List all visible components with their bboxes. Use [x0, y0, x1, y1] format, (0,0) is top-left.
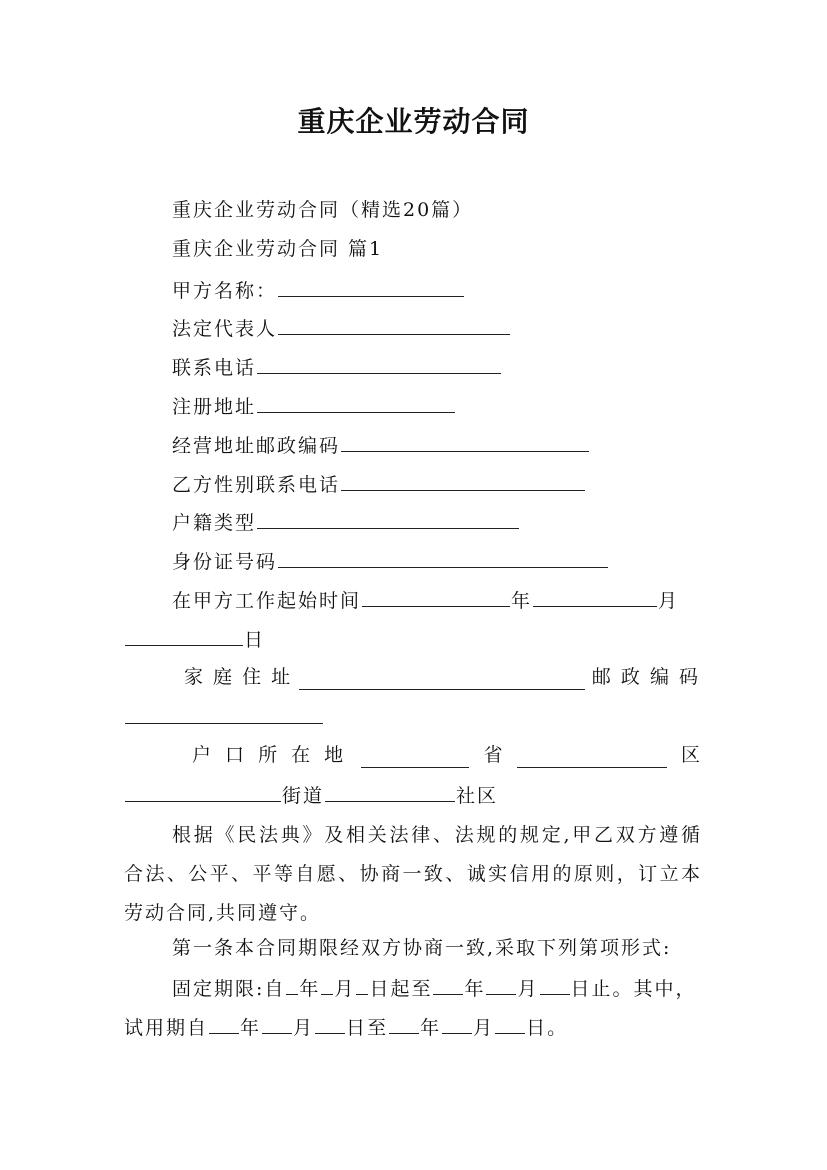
start-time-label: 在甲方工作起始时间 — [172, 590, 362, 612]
fixed-end-year-unit: 年 — [464, 978, 486, 1000]
biz-address-zip-label: 经营地址邮政编码 — [172, 435, 341, 457]
district-unit: 区 — [680, 744, 700, 766]
fixed-month-blank[interactable] — [321, 974, 333, 995]
probation-to: 至 — [367, 1017, 389, 1039]
party-b-gender-phone-blank[interactable] — [341, 470, 585, 491]
probation-label: 试用期自 — [124, 1017, 209, 1039]
hukou-province-blank[interactable] — [361, 747, 469, 768]
hukou-district-blank[interactable] — [517, 747, 667, 768]
fixed-end-month-blank[interactable] — [486, 974, 516, 995]
prob-start-month-unit: 月 — [293, 1017, 315, 1039]
home-address-row — [184, 664, 700, 690]
home-address-label: 家 庭 住 址 — [184, 666, 293, 688]
section-heading: 重庆企业劳动合同 篇1 — [172, 238, 384, 260]
hukou-label: 户 口 所 在 地 — [192, 744, 348, 766]
party-a-name-label: 甲方名称： — [172, 280, 278, 302]
province-unit: 省 — [483, 744, 503, 766]
prob-start-day-blank[interactable] — [315, 1013, 345, 1034]
legal-rep-blank[interactable] — [278, 314, 510, 335]
fixed-term-label: 固定期限:自 — [172, 978, 286, 1000]
street-unit: 街道 — [282, 785, 325, 807]
zip-code-row-cont — [124, 703, 324, 731]
prob-start-year-unit: 年 — [240, 1017, 262, 1039]
subtitle-line: 重庆企业劳动合同（精选20篇） — [172, 199, 474, 221]
party-a-name-blank[interactable] — [278, 276, 464, 297]
biz-address-zip-row — [172, 431, 590, 459]
start-year-blank[interactable] — [362, 586, 510, 607]
fixed-end-month-unit: 月 — [517, 978, 539, 1000]
start-month-blank[interactable] — [533, 586, 657, 607]
contact-phone-row — [172, 353, 502, 381]
hukou-community-blank[interactable] — [325, 781, 455, 802]
prob-end-month-blank[interactable] — [442, 1013, 472, 1034]
community-unit: 社区 — [456, 785, 499, 807]
party-b-gender-phone-label: 乙方性别联系电话 — [172, 474, 341, 496]
fixed-year-blank[interactable] — [286, 974, 298, 995]
household-type-blank[interactable] — [257, 508, 519, 529]
fixed-day-unit: 日 — [369, 978, 391, 1000]
fixed-term-end-text: 止。其中， — [591, 978, 697, 1000]
start-time-row — [172, 586, 679, 614]
prob-start-month-blank[interactable] — [262, 1013, 292, 1034]
document-title: 重庆企业劳动合同 — [297, 105, 530, 138]
legal-rep-label: 法定代表人 — [172, 318, 278, 340]
party-b-gender-phone-row — [172, 470, 586, 498]
start-time-row-cont — [124, 625, 265, 653]
probation-period-mark: 。 — [547, 1017, 569, 1039]
household-type-row — [172, 508, 520, 536]
start-year-unit: 年 — [511, 590, 533, 612]
fixed-end-day-blank[interactable] — [540, 974, 570, 995]
fixed-year-unit: 年 — [299, 978, 321, 1000]
fixed-end-day-unit: 日 — [570, 978, 592, 1000]
start-day-blank[interactable] — [125, 625, 243, 646]
prob-end-day-unit: 日 — [526, 1017, 548, 1039]
start-month-unit: 月 — [658, 590, 680, 612]
household-type-label: 户籍类型 — [172, 512, 257, 534]
legal-rep-row — [172, 314, 511, 342]
reg-address-blank[interactable] — [257, 392, 455, 413]
fixed-day-blank[interactable] — [356, 974, 368, 995]
hukou-row — [192, 742, 700, 768]
probation-line — [124, 1013, 568, 1041]
prob-start-year-blank[interactable] — [209, 1013, 239, 1034]
reg-address-label: 注册地址 — [172, 396, 257, 418]
article-1-line: 第一条本合同期限经双方协商一致,采取下列第项形式: — [172, 937, 672, 959]
prob-end-month-unit: 月 — [473, 1017, 495, 1039]
hukou-street-blank[interactable] — [125, 781, 281, 802]
biz-address-zip-blank[interactable] — [341, 431, 589, 452]
party-a-name-row — [172, 276, 465, 304]
prob-end-year-blank[interactable] — [389, 1013, 419, 1034]
fixed-month-unit: 月 — [334, 978, 356, 1000]
zip-code-label: 邮 政 编 码 — [591, 666, 700, 688]
id-number-blank[interactable] — [278, 547, 608, 568]
hukou-row-cont — [124, 781, 498, 809]
contact-phone-label: 联系电话 — [172, 357, 257, 379]
prob-end-year-unit: 年 — [420, 1017, 442, 1039]
home-address-blank[interactable] — [299, 669, 585, 690]
contact-phone-blank[interactable] — [257, 353, 501, 374]
fixed-end-year-blank[interactable] — [433, 974, 463, 995]
id-number-row — [172, 547, 609, 575]
zip-code-blank[interactable] — [125, 703, 323, 724]
law-basis-paragraph: 根据《民法典》及相关法律、法规的规定,甲乙双方遵循合法、公平、平等自愿、协商一致、诚实信用的原则，订立本劳动合同,共同遵守。 — [124, 824, 702, 924]
prob-end-day-blank[interactable] — [495, 1013, 525, 1034]
id-number-label: 身份证号码 — [172, 551, 278, 573]
fixed-term-to: 起至 — [390, 978, 433, 1000]
prob-start-day-unit: 日 — [346, 1017, 368, 1039]
fixed-term-line — [172, 974, 697, 1002]
start-day-unit: 日 — [244, 629, 266, 651]
reg-address-row — [172, 392, 456, 420]
